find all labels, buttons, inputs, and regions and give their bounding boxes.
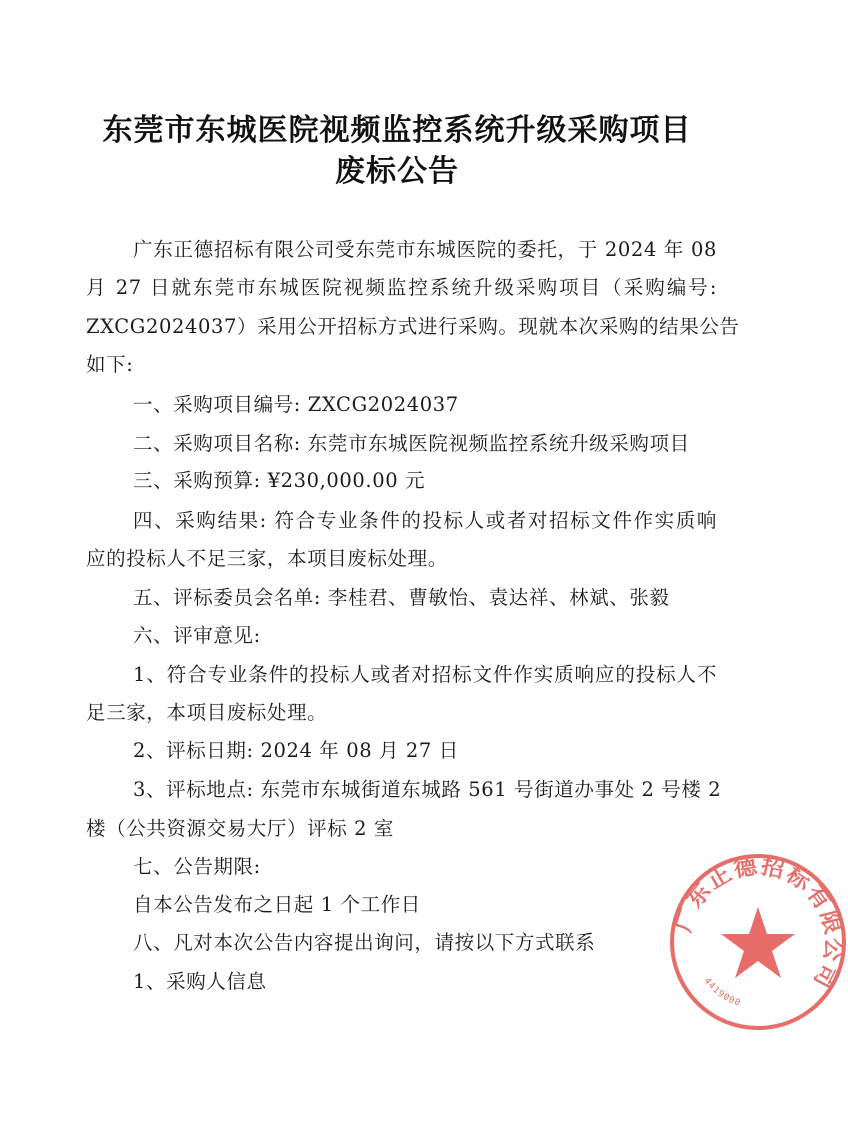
seal-code: 4419000 — [701, 976, 743, 1009]
company-seal-icon — [668, 852, 848, 1032]
seal-text: 广东正德招标有限公司 — [669, 852, 848, 995]
notice-period-text: 自本公告发布之日起 1 个工作日 — [133, 893, 421, 916]
review-date: 2、评标日期: 2024 年 08 月 27 日 — [133, 739, 459, 762]
item-committee: 五、评标委员会名单: 李桂君、曹敏怡、袁达祥、林斌、张毅 — [133, 586, 670, 609]
review-1-line-2: 足三家，本项目废标处理。 — [86, 701, 328, 724]
title-line-1: 东莞市东城医院视频监控系统升级采购项目 — [102, 113, 692, 148]
item-review-heading: 六、评审意见: — [133, 624, 261, 647]
item-contact: 八、凡对本次公告内容提出询问，请按以下方式联系 — [133, 931, 596, 954]
svg-text:广东正德招标有限公司 — [669, 852, 847, 994]
item-project-number: 一、采购项目编号: ZXCG2024037 — [133, 393, 459, 416]
intro-line-3: ZXCG2024037）采用公开招标方式进行采购。现就本次采购的结果公告 — [86, 315, 740, 338]
item-project-name: 二、采购项目名称: 东莞市东城医院视频监控系统升级采购项目 — [133, 432, 690, 455]
item-notice-period: 七、公告期限: — [133, 855, 261, 878]
intro-line-4: 如下: — [86, 353, 134, 376]
review-location-line-2: 楼（公共资源交易大厅）评标 2 室 — [86, 817, 395, 840]
svg-text:4419000 — [702, 976, 743, 1009]
review-location-line-1: 3、评标地点: 东莞市东城街道东城路 561 号街道办事处 2 号楼 2 — [133, 778, 722, 801]
intro-line-2: 月 27 日就东莞市东城医院视频监控系统升级采购项目（采购编号: — [86, 276, 717, 299]
title-line-2: 废标公告 — [335, 154, 459, 189]
item-result-line-1: 四、采购结果: 符合专业条件的投标人或者对招标文件作实质响 — [133, 509, 717, 532]
item-result-line-2: 应的投标人不足三家，本项目废标处理。 — [86, 547, 448, 570]
item-purchaser-info: 1、采购人信息 — [133, 970, 267, 993]
intro-line-1: 广东正德招标有限公司受东莞市东城医院的委托，于 2024 年 08 — [133, 238, 717, 261]
review-1-line-1: 1、符合专业条件的投标人或者对招标文件作实质响应的投标人不 — [133, 663, 717, 686]
item-budget: 三、采购预算: ¥230,000.00 元 — [133, 469, 426, 492]
